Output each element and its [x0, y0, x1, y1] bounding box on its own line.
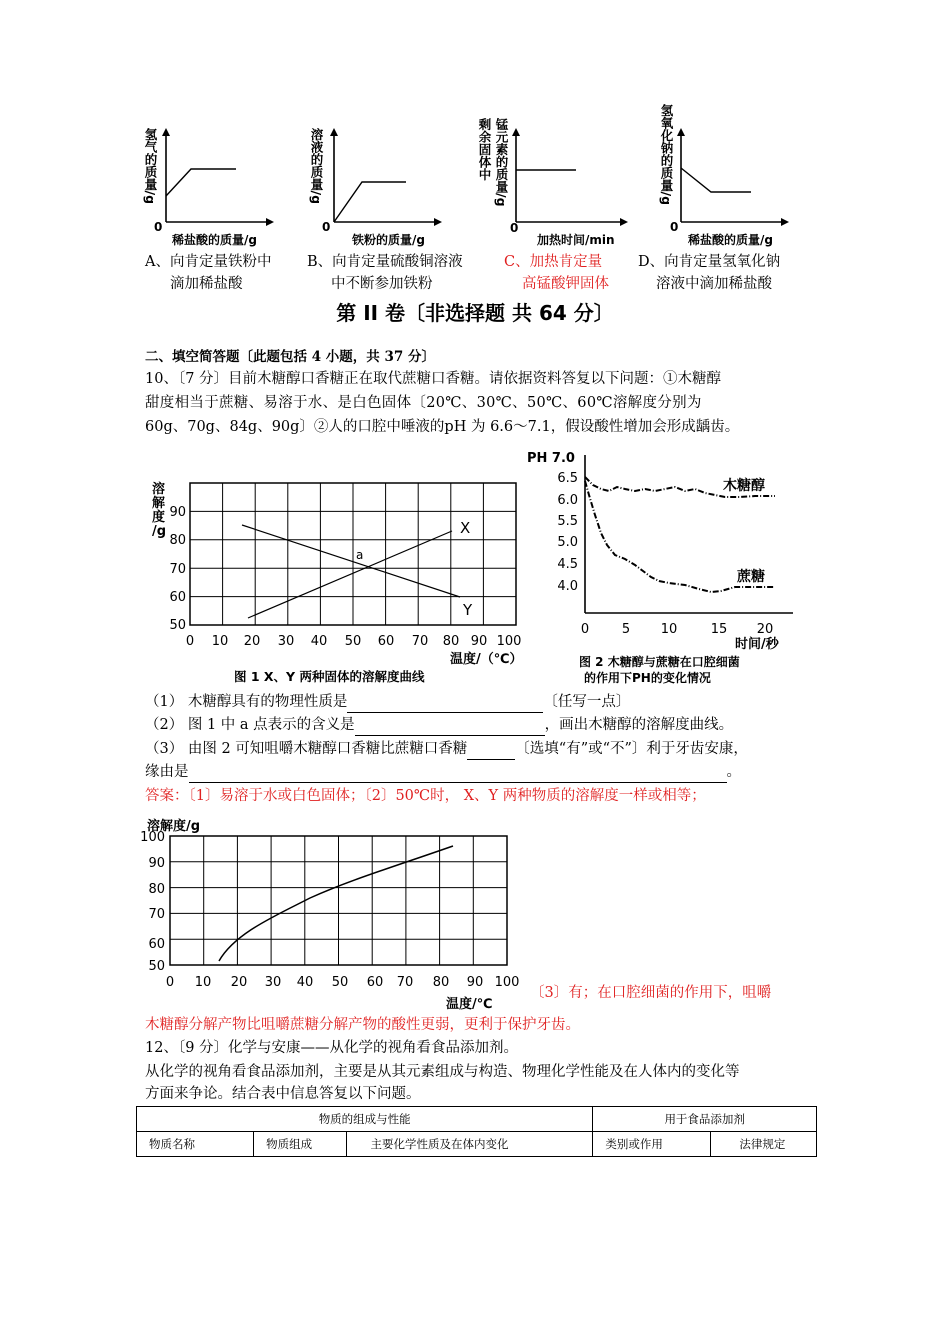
- q10-sub2: [145, 714, 733, 736]
- fig2-xtick: 20: [756, 622, 774, 637]
- q10-sub3-reason-blank[interactable]: [189, 766, 727, 783]
- q12-line2: 从化学的视角看食品添加剂，主要是从其元素组成与构造、物理化学性能及在人体内的变化等: [145, 1064, 740, 1080]
- graph-b-xlabel: 铁粉的质量/g: [352, 233, 425, 247]
- fig1-xtick: 10: [211, 634, 229, 649]
- fig1-xlabel: 温度/（℃）: [450, 652, 523, 667]
- option-d-line1: D、向肯定量氢氧化钠: [638, 254, 781, 270]
- table-col-law: 法律规定: [711, 1132, 817, 1157]
- option-b-line1: B、向肯定量硫酸铜溶液: [307, 254, 463, 270]
- table-header-right: 用于食品添加剂: [593, 1107, 817, 1132]
- graph-c-xlabel: 加热时间/min: [537, 233, 615, 247]
- graph-c-origin: 0: [510, 221, 519, 235]
- fig2-ytick: 6.0: [557, 493, 578, 508]
- q10-sub3: [145, 738, 748, 760]
- fig3-xtick: 30: [264, 975, 282, 990]
- option-c-line1: C、加热肯定量: [504, 254, 603, 270]
- fig1-xtick: 90: [470, 634, 488, 649]
- fig3-xtick: 60: [366, 975, 384, 990]
- fig1-ylabel-4: /g: [152, 524, 167, 539]
- graph-d-ylabel: 氢氧化钠的质量/g: [659, 104, 674, 206]
- q10-answer-3b: 木糖醇分解产物比咀嚼蔗糖分解产物的酸性更弱，更利于保护牙齿。: [145, 1017, 580, 1033]
- fig1-xtick: 100: [496, 634, 522, 649]
- q10-sub1-hint: 〔任写一点〕: [543, 694, 631, 710]
- fig1-caption: 图 1 X、Y 两种固体的溶解度曲线: [234, 669, 425, 684]
- fig1-ylabel-3: 度: [152, 510, 166, 525]
- graph-c-plot: [500, 128, 635, 233]
- option-b-line2: 中不断参加铁粉: [331, 276, 433, 292]
- q10-line1: 10、〔7 分〕目前木糖醇口香糖正在取代蔗糖口香糖。请依据资料答复以下问题：①木糖醇: [145, 371, 722, 387]
- fig1-xtick: 40: [310, 634, 328, 649]
- fig2-caption-1: 图 2 木糖醇与蔗糖在口腔细菌: [579, 655, 740, 669]
- fig2-ytick: 6.5: [557, 471, 578, 486]
- fig2-ylabel: PH 7.0: [527, 451, 575, 466]
- fig3-xtick: 100: [494, 975, 520, 990]
- fig2-caption-2: 的作用下PH的变化情况: [584, 671, 711, 685]
- graph-a-origin: 0: [154, 220, 163, 234]
- option-c-line2: 高锰酸钾固体: [522, 276, 609, 292]
- fig2-series-sucrose: 蔗糖: [737, 569, 765, 585]
- fig2-ytick: 5.0: [557, 535, 578, 550]
- graph-d-xlabel: 稀盐酸的质量/g: [688, 233, 773, 247]
- volume-title: 第 II 卷〔非选择题 共 64 分〕: [336, 301, 614, 325]
- fig1-ytick: 90: [169, 505, 186, 520]
- fig3-xlabel: 温度/℃: [446, 997, 493, 1012]
- table-col-name: 物质名称: [137, 1132, 254, 1157]
- q10-sub1-text: （1） 木糖醇具有的物理性质是: [145, 694, 348, 710]
- fig2-ytick: 5.5: [557, 514, 578, 529]
- fig1-ylabel-2: 解: [152, 496, 166, 511]
- fig3-xtick: 50: [331, 975, 349, 990]
- fig3-ytick: 80: [148, 882, 165, 897]
- fig1-xtick: 70: [411, 634, 429, 649]
- fig1-xtick: 80: [442, 634, 460, 649]
- graph-d-plot: [665, 128, 795, 233]
- q10-line3: 60g、70g、84g、90g〕②人的口腔中唾液的pH 为 6.6～7.1，假设酸性增加会形成龋齿。: [145, 419, 740, 435]
- q10-sub3-reason: [145, 761, 741, 783]
- table-col-category: 类别或作用: [593, 1132, 711, 1157]
- q10-sub3-text: （3） 由图 2 可知咀嚼木糖醇口香糖比蔗糖口香糖: [145, 741, 468, 757]
- table-row: [137, 1132, 817, 1157]
- fig1-plot: [169, 475, 530, 665]
- fig3-ytick: 90: [148, 856, 165, 871]
- fig1-label-y: Y: [463, 601, 473, 619]
- fig3-ylabel: 溶解度/g: [147, 819, 201, 834]
- fig2-xtick: 5: [621, 622, 631, 637]
- table-col-composition: 物质组成: [254, 1132, 346, 1157]
- graph-a-plot: [150, 128, 280, 233]
- q10-line2: 甜度相当于蔗糖、易溶于水、是白色固体〔20℃、30℃、50℃、60℃溶解度分别为: [145, 395, 702, 411]
- table-header-left: 物质的组成与性能: [137, 1107, 593, 1132]
- option-a-line1: A、向肯定量铁粉中: [145, 254, 272, 270]
- fig1-ytick: 50: [169, 618, 186, 633]
- graph-c-ylabel-a: 剩余固体中: [477, 118, 492, 181]
- graph-b-ylabel: 溶液的质量/g: [309, 128, 324, 205]
- fig2-series-xylitol: 木糖醇: [723, 478, 765, 494]
- fig1-point-label: a: [356, 548, 364, 562]
- option-a-line2: 滴加稀盐酸: [170, 276, 243, 292]
- fig2-ytick: 4.0: [557, 579, 578, 594]
- graph-d-origin: 0: [670, 220, 679, 234]
- graph-a-ylabel: 氢气的质量/g: [143, 128, 158, 205]
- fig1-xtick: 60: [377, 634, 395, 649]
- q10-sub2-hint: ，画出木糖醇的溶解度曲线。: [544, 717, 734, 733]
- fig2-xtick: 0: [580, 622, 590, 637]
- fig2-ytick: 4.5: [557, 557, 578, 572]
- fig1-ytick: 60: [169, 590, 186, 605]
- q10-sub2-text: （2） 图 1 中 a 点表示的含义是: [145, 717, 355, 733]
- fig3-ytick: 100: [140, 830, 165, 845]
- fig2-xtick: 10: [660, 622, 678, 637]
- fig3-xtick: 0: [165, 975, 175, 990]
- graph-a-xlabel: 稀盐酸的质量/g: [172, 233, 257, 247]
- fig3-plot: [135, 828, 525, 1006]
- option-d-line2: 溶液中滴加稀盐酸: [656, 276, 772, 292]
- fig1-label-x: X: [460, 519, 471, 537]
- fig2-plot: [525, 445, 805, 650]
- graph-b-plot: [318, 128, 448, 233]
- fig2-xtick: 15: [710, 622, 728, 637]
- q10-sub1-blank[interactable]: [347, 696, 543, 713]
- fig3-ytick: 60: [148, 937, 165, 952]
- q10-period: 。: [726, 764, 741, 780]
- q10-answer-3a: 〔3〕有；在口腔细菌的作用下，咀嚼: [530, 985, 772, 1001]
- q10-answer: 答案：〔1〕易溶于水或白色固体；〔2〕50℃时， X、Y 两种物质的溶解度一样或相等；: [145, 788, 706, 804]
- fig3-xtick: 20: [230, 975, 248, 990]
- fig1-ytick: 70: [169, 562, 186, 577]
- table-header-row: [137, 1107, 817, 1132]
- q10-sub1: [145, 691, 630, 713]
- fig3-xtick: 40: [296, 975, 314, 990]
- fig1-xtick: 30: [277, 634, 295, 649]
- graph-c-ylabel-b: 锰元素的质量/g: [494, 118, 509, 207]
- section-title: 二、填空简答题〔此题包括 4 小题，共 37 分〕: [145, 349, 435, 365]
- fig3-ytick: 70: [148, 907, 165, 922]
- q10-sub2-blank[interactable]: [355, 719, 545, 736]
- fig3-xtick: 90: [466, 975, 484, 990]
- fig1-xtick: 0: [185, 634, 195, 649]
- q12-line1: 12、〔9 分〕化学与安康——从化学的视角看食品添加剂。: [145, 1040, 519, 1056]
- additive-table: [136, 1106, 817, 1157]
- fig3-xtick: 70: [396, 975, 414, 990]
- q10-sub3-reason-text: 缘由是: [145, 764, 189, 780]
- fig1-ylabel-1: 溶: [152, 482, 166, 497]
- fig3-ytick: 50: [148, 959, 165, 974]
- q12-line3: 方面来争论。结合表中信息答复以下问题。: [145, 1086, 421, 1102]
- table-col-properties: 主要化学性质及在体内变化: [346, 1132, 593, 1157]
- fig3-xtick: 80: [432, 975, 450, 990]
- fig2-xlabel: 时间/秒: [735, 637, 779, 652]
- fig3-xtick: 10: [194, 975, 212, 990]
- q10-sub3-blank[interactable]: [467, 743, 515, 760]
- fig1-ytick: 80: [169, 533, 186, 548]
- graph-b-origin: 0: [322, 220, 331, 234]
- q10-sub3-hint: 〔选填“有”或“不”〕利于牙齿安康，: [515, 741, 748, 757]
- fig1-xtick: 50: [344, 634, 362, 649]
- fig1-xtick: 20: [243, 634, 261, 649]
